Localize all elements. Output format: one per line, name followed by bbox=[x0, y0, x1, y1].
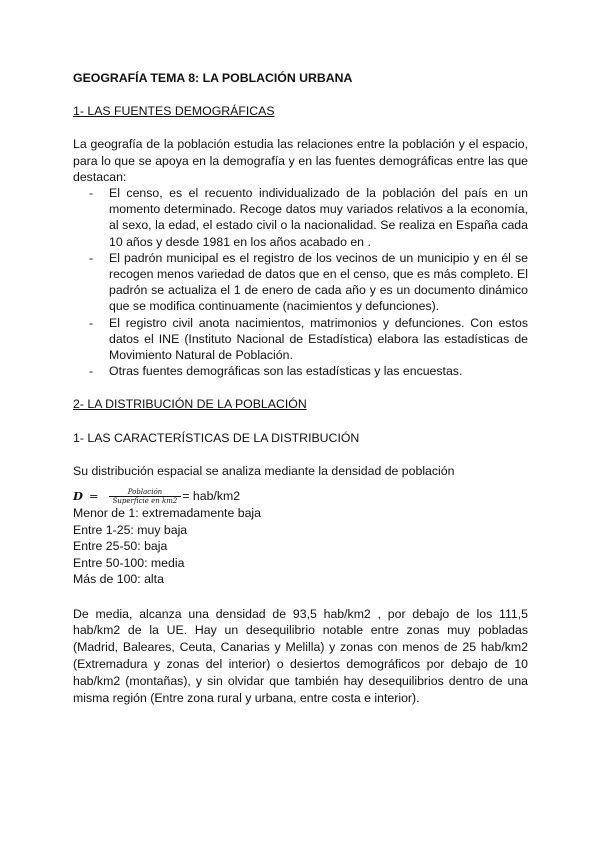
density-level: Entre 1-25: muy baja bbox=[73, 522, 188, 537]
sources-list bbox=[73, 185, 528, 379]
list-item-otras-fuentes: - Otras fuentes demográficas son las estadísticas y las encuestas. bbox=[73, 363, 528, 379]
formula-denominator: Superficie en km2 bbox=[112, 496, 178, 505]
section1-intro: La geografía de la población estudia las relaciones entre la población y el espacio, para lo que se apoya en la demografía y en las fuentes demográficas entre las que destacan: bbox=[73, 137, 528, 184]
density-level: Entre 25-50: baja bbox=[73, 539, 168, 554]
list-item-registro-civil: - El registro civil anota nacimientos, matrimonios y defunciones. Con estos datos el INE (Instituto Nacional de Estadística) elabora las estadísticas de Movimiento Natural de Población. bbox=[73, 315, 528, 364]
formula-numerator: Población bbox=[127, 487, 163, 496]
section-heading-fuentes: 1- LAS FUENTES DEMOGRÁFICAS bbox=[73, 104, 275, 119]
document-body bbox=[73, 70, 528, 706]
density-intro: Su distribución espacial se analiza mediante la densidad de población bbox=[73, 463, 455, 478]
subsection-heading: 1- LAS CARACTERÍSTICAS DE LA DISTRIBUCIÓN bbox=[73, 430, 360, 445]
section-heading-distribucion: 2- LA DISTRIBUCIÓN DE LA POBLACIÓN bbox=[73, 397, 307, 412]
formula-equals: = bbox=[88, 488, 99, 503]
formula-result: = hab/km2 bbox=[182, 488, 241, 503]
formula-fraction bbox=[109, 488, 182, 505]
density-level: Entre 50-100: media bbox=[73, 555, 185, 570]
density-level: Menor de 1: extremadamente baja bbox=[73, 506, 261, 521]
density-formula bbox=[73, 487, 528, 505]
density-levels bbox=[73, 505, 528, 588]
list-item-censo: - El censo, es el recuento individualizado de la población del país en un momento determinado. Recoge datos muy variados relativos a la economía, al sexo, la edad, el estado civil o la nacionalidad. Se realiza en España cada 10 años y desde 1981 en los años acabado en . bbox=[73, 185, 528, 250]
list-item-padron: - El padrón municipal es el registro de los vecinos de un municipio y en él se recogen menos variedad de datos que en el censo, que es más completo. El padrón se actualiza el 1 de enero de cada año y es un documento dinámico que se modifica continuamente (nacimientos y defunciones). bbox=[73, 250, 528, 315]
closing-paragraph: De media, alcanza una densidad de 93,5 hab/km2 , por debajo de los 111,5 hab/km2 de la UE. Hay un desequilibrio notable entre zonas muy pobladas (Madrid, Baleares, Ceuta, Canarias y Melilla) y zonas con menos de 25 hab/km2 (Extremadura y zonas del interior) o desiertos demográficos por debajo de 10 hab/km2 (montañas), y sin olvidar que también hay desequilibrios dentro de una misma región (Entre zona rural y urbana, entre costa e interior). bbox=[73, 606, 528, 705]
document-title: GEOGRAFÍA TEMA 8: LA POBLACIÓN URBANA bbox=[73, 71, 353, 85]
formula-symbol: D bbox=[73, 488, 83, 503]
density-level: Más de 100: alta bbox=[73, 572, 164, 587]
